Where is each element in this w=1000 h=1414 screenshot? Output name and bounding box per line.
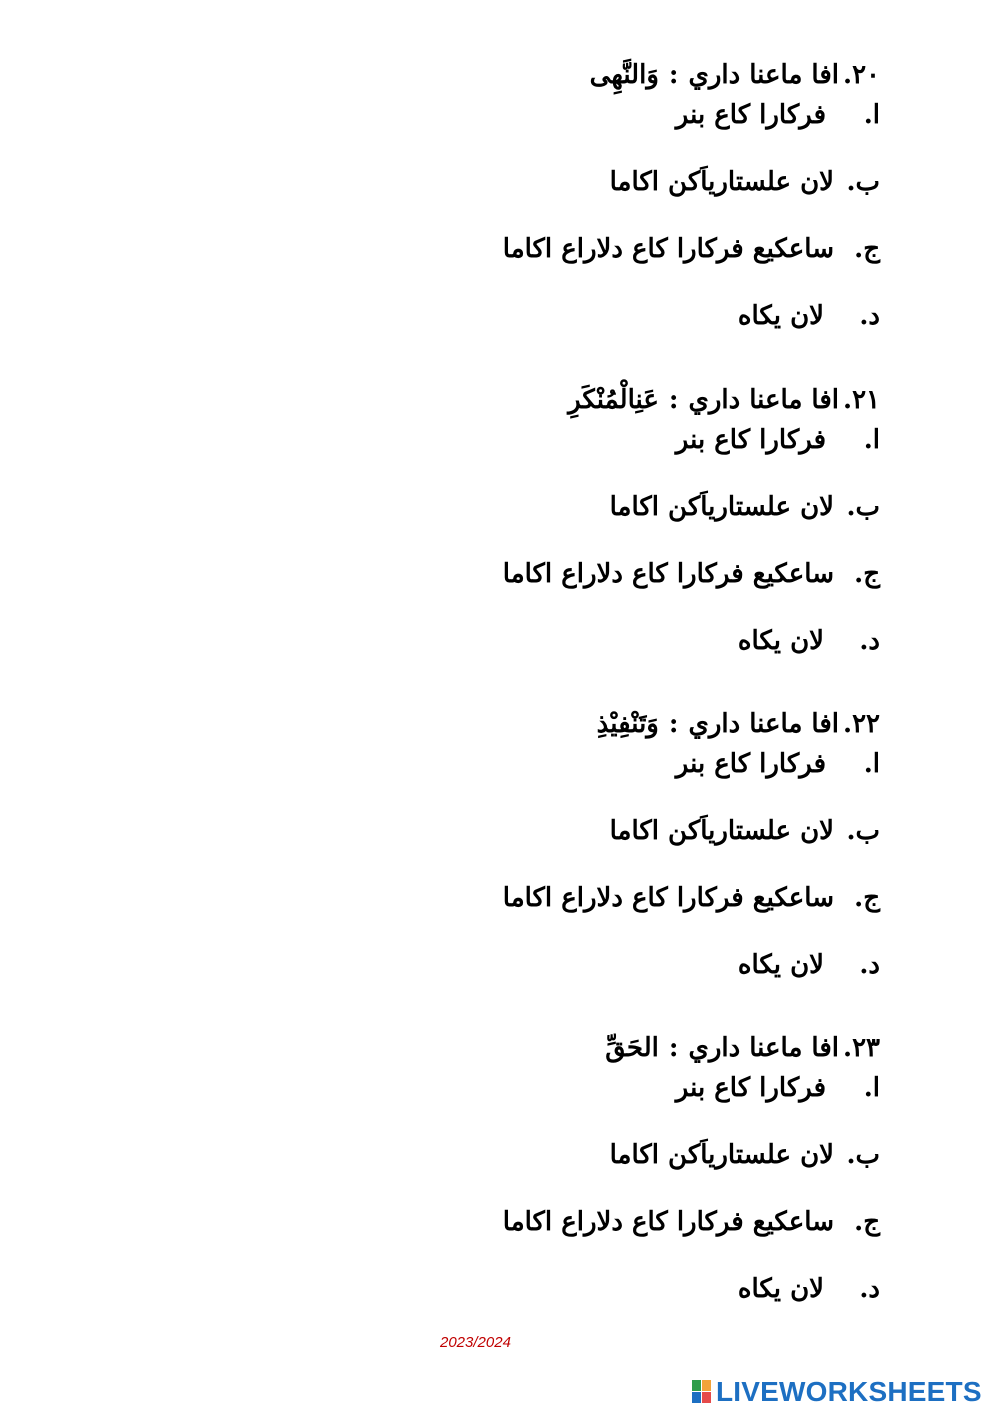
question-title bbox=[460, 380, 880, 420]
question-keyword: الحَقِّ bbox=[605, 1033, 659, 1063]
question-number: ٢٣. bbox=[843, 1033, 880, 1063]
footer-year: 2023/2024 bbox=[440, 1334, 511, 1351]
option-b[interactable] bbox=[460, 811, 880, 851]
option-letter: ا. bbox=[863, 749, 880, 779]
question-21 bbox=[460, 380, 880, 661]
option-letter: د. bbox=[859, 1274, 880, 1304]
option-text: لان يكاه bbox=[737, 301, 824, 331]
option-text: ساعكيع فركارا كاع دلاراع اكاما bbox=[502, 1207, 834, 1237]
question-title bbox=[460, 704, 880, 744]
question-number: ٢٢. bbox=[843, 709, 880, 739]
option-c[interactable] bbox=[460, 554, 880, 594]
question-separator: : bbox=[668, 709, 679, 739]
question-23 bbox=[460, 1028, 880, 1309]
option-letter: ج. bbox=[854, 234, 880, 264]
question-title bbox=[460, 1028, 880, 1068]
liveworksheets-logo[interactable] bbox=[692, 1376, 982, 1408]
option-letter: ا. bbox=[863, 100, 880, 130]
option-text: لان علستارياَكن اكاما bbox=[609, 492, 834, 522]
option-letter: ج. bbox=[854, 1207, 880, 1237]
option-d[interactable] bbox=[460, 945, 880, 985]
option-letter: د. bbox=[859, 950, 880, 980]
option-letter: ج. bbox=[854, 883, 880, 913]
option-letter: ا. bbox=[863, 425, 880, 455]
option-text: ساعكيع فركارا كاع دلاراع اكاما bbox=[502, 559, 834, 589]
option-c[interactable] bbox=[460, 878, 880, 918]
option-text: لان علستارياَكن اكاما bbox=[609, 167, 834, 197]
option-letter: ب. bbox=[846, 816, 880, 846]
option-b[interactable] bbox=[460, 162, 880, 202]
option-letter: د. bbox=[859, 626, 880, 656]
question-separator: : bbox=[668, 60, 679, 90]
option-letter: ب. bbox=[846, 167, 880, 197]
option-text: فركارا كاع بنر bbox=[675, 425, 826, 455]
question-number: ٢١. bbox=[843, 385, 880, 415]
option-letter: ب. bbox=[846, 1140, 880, 1170]
question-keyword: وَتَنْفِيْذِ bbox=[596, 709, 659, 739]
option-text: ساعكيع فركارا كاع دلاراع اكاما bbox=[502, 883, 834, 913]
option-c[interactable] bbox=[460, 1202, 880, 1242]
option-d[interactable] bbox=[460, 1269, 880, 1309]
liveworksheets-logo-icon bbox=[692, 1380, 712, 1404]
option-text: لان علستارياَكن اكاما bbox=[609, 1140, 834, 1170]
option-text: لان علستارياَكن اكاما bbox=[609, 816, 834, 846]
question-separator: : bbox=[668, 385, 679, 415]
question-title bbox=[460, 55, 880, 95]
option-c[interactable] bbox=[460, 229, 880, 269]
option-text: لان يكاه bbox=[737, 626, 824, 656]
option-text: لان يكاه bbox=[737, 950, 824, 980]
option-letter: ا. bbox=[863, 1073, 880, 1103]
question-keyword: عَنِالْمُنْكَرِ bbox=[568, 385, 659, 415]
option-b[interactable] bbox=[460, 1135, 880, 1175]
question-number: ٢٠. bbox=[843, 60, 880, 90]
option-text: ساعكيع فركارا كاع دلاراع اكاما bbox=[502, 234, 834, 264]
option-text: فركارا كاع بنر bbox=[675, 100, 826, 130]
question-keyword: وَالنَّهِى bbox=[589, 60, 659, 90]
question-prompt: افا ماعنا داري bbox=[688, 709, 839, 739]
option-letter: ج. bbox=[854, 559, 880, 589]
option-a[interactable] bbox=[460, 1068, 880, 1108]
option-text: فركارا كاع بنر bbox=[675, 1073, 826, 1103]
question-prompt: افا ماعنا داري bbox=[688, 60, 839, 90]
option-a[interactable] bbox=[460, 420, 880, 460]
option-d[interactable] bbox=[460, 296, 880, 336]
question-20 bbox=[460, 55, 880, 336]
option-text: لان يكاه bbox=[737, 1274, 824, 1304]
question-22 bbox=[460, 704, 880, 985]
option-b[interactable] bbox=[460, 487, 880, 527]
option-d[interactable] bbox=[460, 621, 880, 661]
option-a[interactable] bbox=[460, 95, 880, 135]
liveworksheets-logo-text: LIVEWORKSHEETS bbox=[716, 1376, 982, 1407]
question-prompt: افا ماعنا داري bbox=[688, 385, 839, 415]
question-prompt: افا ماعنا داري bbox=[688, 1033, 839, 1063]
option-text: فركارا كاع بنر bbox=[675, 749, 826, 779]
question-separator: : bbox=[668, 1033, 679, 1063]
option-a[interactable] bbox=[460, 744, 880, 784]
option-letter: د. bbox=[859, 301, 880, 331]
option-letter: ب. bbox=[846, 492, 880, 522]
